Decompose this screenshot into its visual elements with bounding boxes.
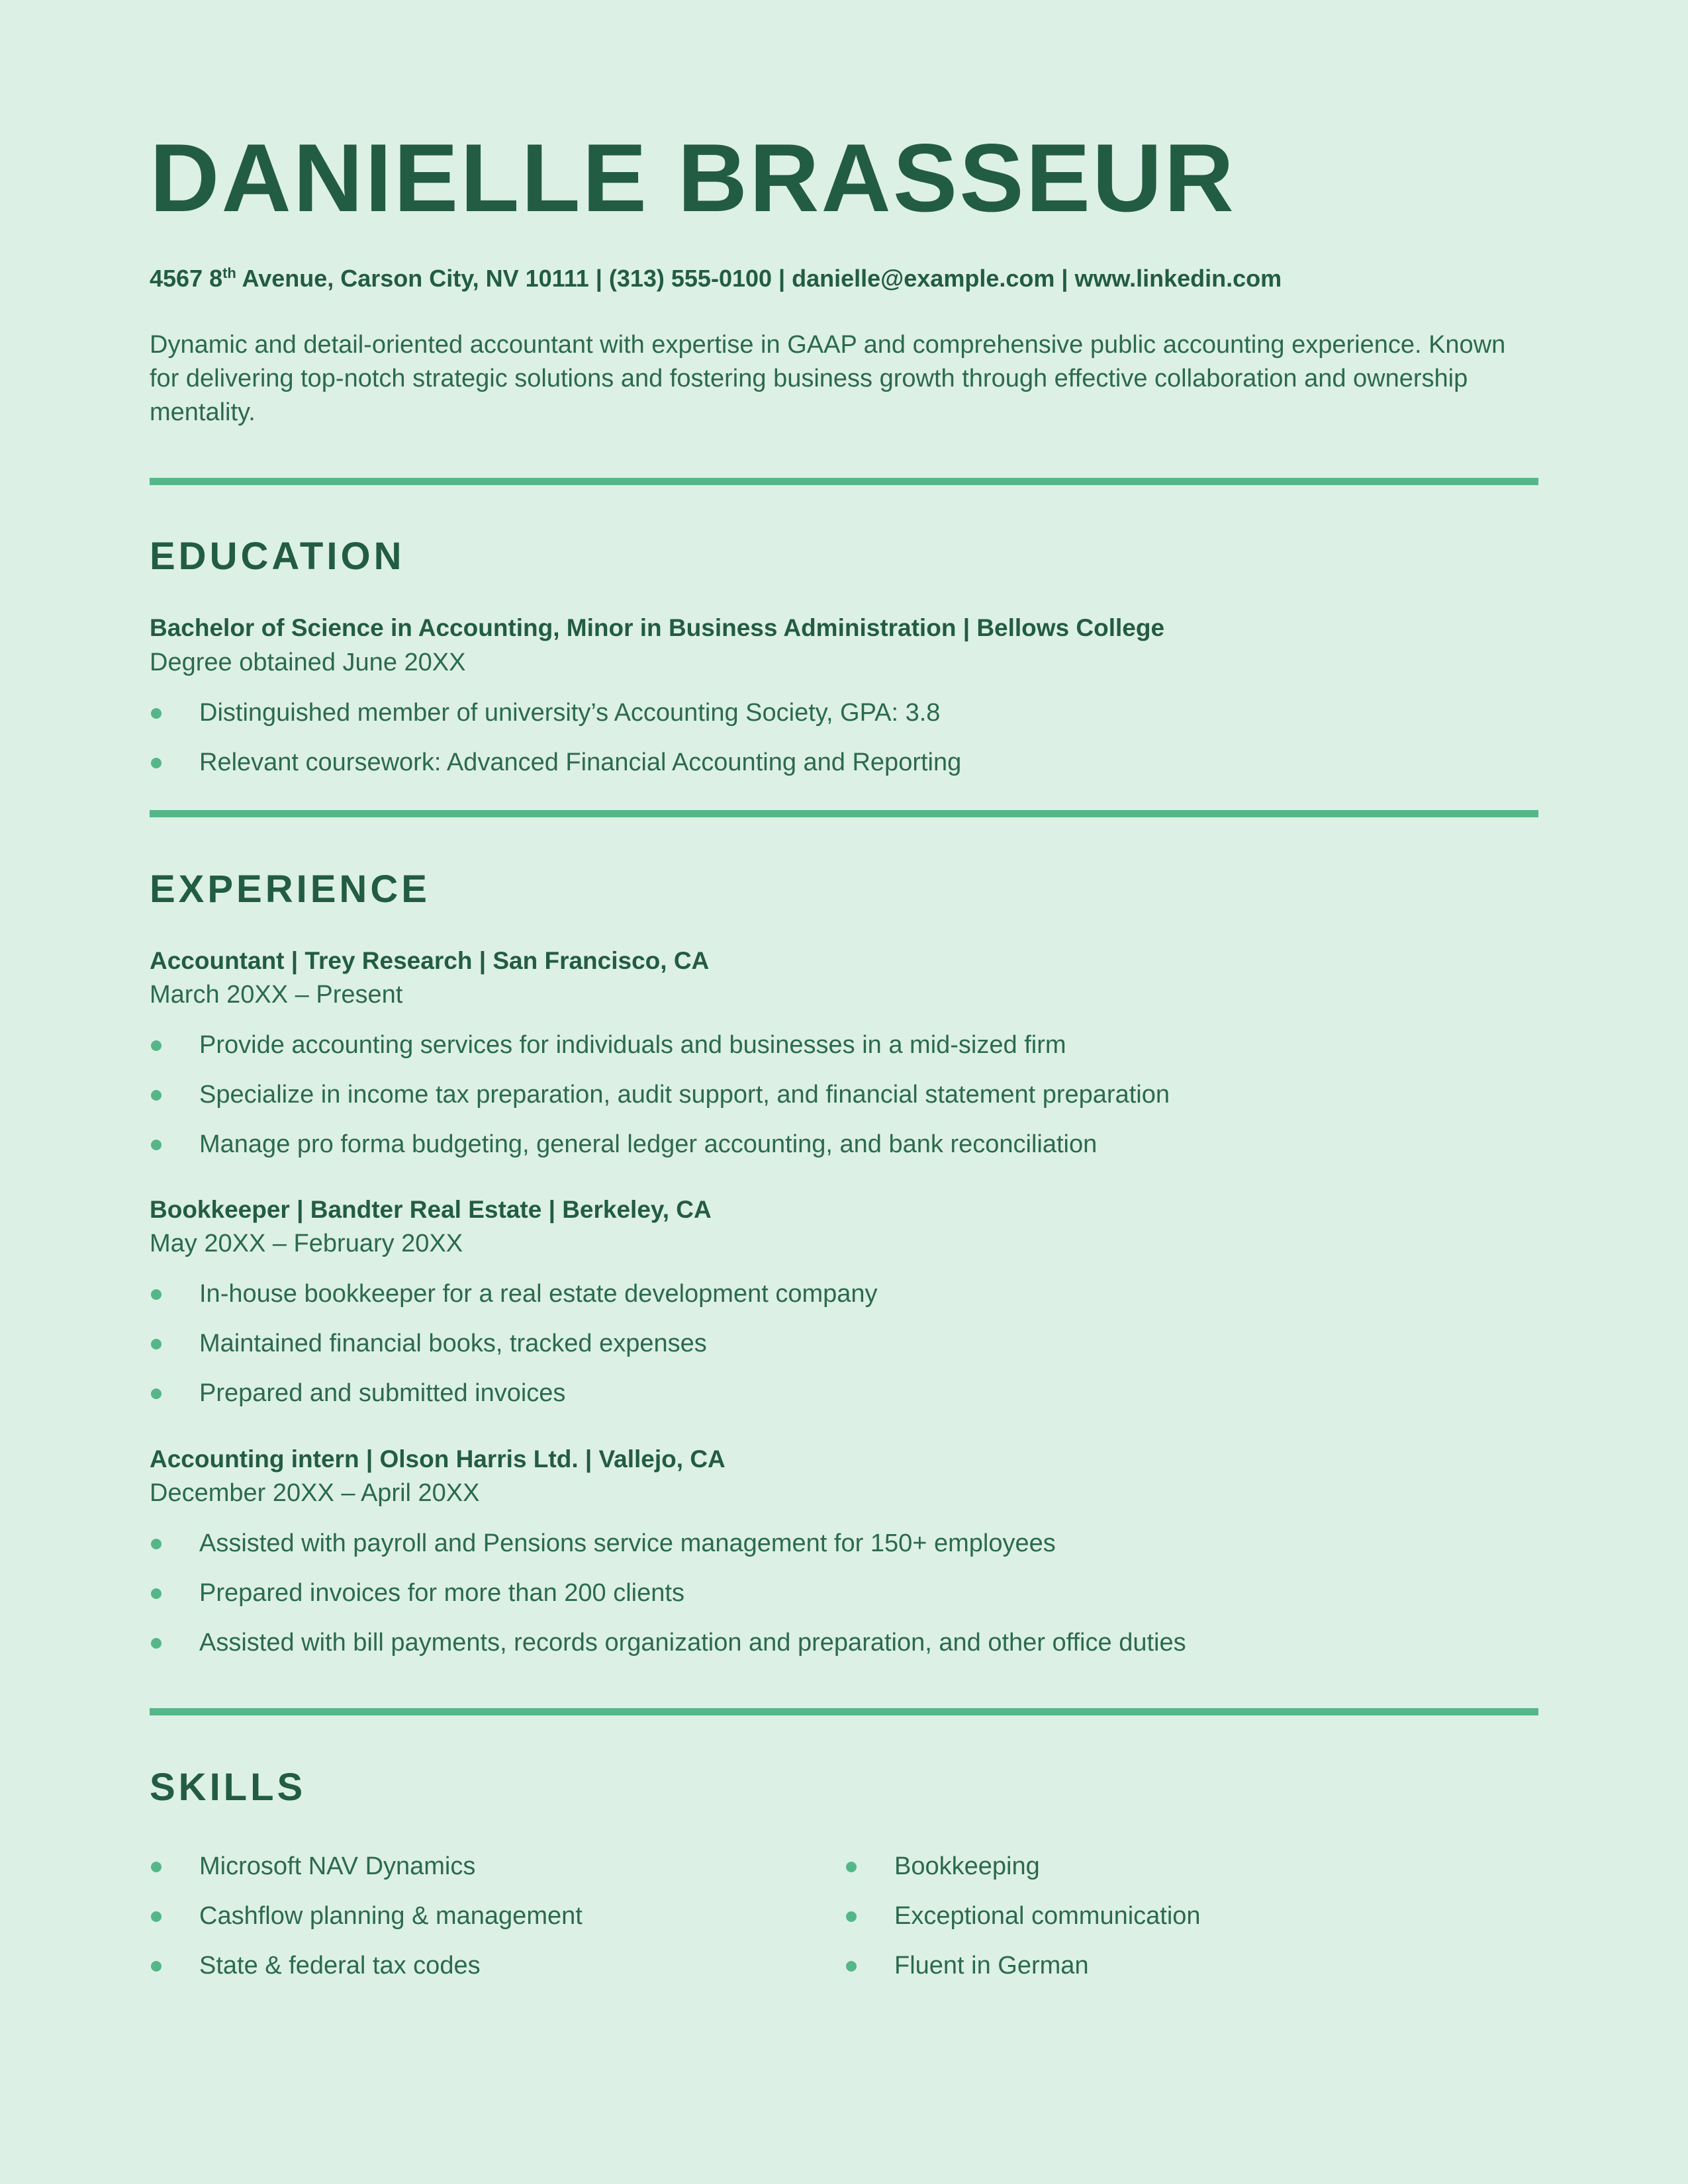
bullet-icon	[151, 1040, 162, 1051]
bullet-text: Distinguished member of university’s Accounting Society, GPA: 3.8	[199, 699, 941, 727]
skill-text: Microsoft NAV Dynamics	[199, 1852, 476, 1880]
list-item	[150, 1120, 1170, 1169]
list-item	[150, 1618, 1186, 1668]
list-item	[150, 1519, 1186, 1569]
bullet-icon	[151, 1911, 162, 1922]
candidate-name: DANIELLE BRASSEUR	[150, 124, 1236, 232]
bullet-icon	[151, 1588, 162, 1599]
skill-text: Cashflow planning & management	[199, 1902, 583, 1930]
list-item	[150, 738, 961, 788]
skills-heading: SKILLS	[150, 1766, 306, 1809]
skill-text: State & federal tax codes	[199, 1952, 481, 1979]
contact-address-prefix: 4567 8	[150, 265, 223, 292]
section-divider	[150, 810, 1538, 817]
list-item	[150, 1891, 583, 1941]
list-item	[150, 688, 961, 738]
bullet-text: Assisted with bill payments, records organization and preparation, and other office duties	[199, 1629, 1186, 1657]
skill-text: Bookkeeping	[894, 1852, 1040, 1880]
education-heading: EDUCATION	[150, 535, 405, 578]
list-item	[150, 1569, 1186, 1618]
bullet-icon	[151, 1289, 162, 1300]
skill-text: Exceptional communication	[894, 1902, 1201, 1930]
bullet-icon	[151, 1539, 162, 1549]
bullet-text: Manage pro forma budgeting, general ledger accounting, and bank reconciliation	[199, 1130, 1098, 1158]
list-item	[150, 1070, 1170, 1120]
bullet-icon	[151, 1339, 162, 1349]
bullet-text: Prepared and submitted invoices	[199, 1379, 566, 1407]
experience-heading: EXPERIENCE	[150, 868, 430, 911]
bullet-icon	[151, 758, 162, 768]
job-date-accountant: March 20XX – Present	[150, 981, 403, 1009]
job-date-bookkeeper: May 20XX – February 20XX	[150, 1230, 463, 1257]
list-item	[845, 1891, 1201, 1941]
bullet-icon	[151, 1090, 162, 1101]
bullet-icon	[151, 708, 162, 719]
bullet-text: Relevant coursework: Advanced Financial Accounting and Reporting	[199, 749, 962, 776]
list-item	[150, 1021, 1170, 1070]
bullet-icon	[846, 1911, 857, 1922]
section-divider	[150, 1708, 1538, 1715]
bullet-icon	[151, 1961, 162, 1972]
bullet-icon	[846, 1961, 857, 1972]
job-title-accountant: Accountant | Trey Research | San Francisco, CA	[150, 947, 710, 974]
skills-list-left	[150, 1842, 583, 1991]
skills-list-right	[845, 1842, 1201, 1991]
bullet-icon	[151, 1388, 162, 1399]
bullet-text: Specialize in income tax preparation, audit support, and financial statement preparation	[199, 1081, 1170, 1109]
job-bullets-intern	[150, 1519, 1186, 1668]
skill-text: Fluent in German	[894, 1952, 1089, 1979]
education-degree: Bachelor of Science in Accounting, Minor in Business Administration | Bellows College	[150, 614, 1165, 641]
job-bullets-accountant	[150, 1021, 1170, 1169]
job-date-intern: December 20XX – April 20XX	[150, 1479, 480, 1507]
job-title-intern: Accounting intern | Olson Harris Ltd. | Vallejo, CA	[150, 1445, 726, 1473]
section-divider	[150, 478, 1538, 485]
bullet-text: Prepared invoices for more than 200 clients	[199, 1579, 684, 1607]
list-item	[150, 1269, 878, 1319]
education-date: Degree obtained June 20XX	[150, 649, 466, 676]
job-title-bookkeeper: Bookkeeper | Bandter Real Estate | Berkeley, CA	[150, 1196, 712, 1223]
contact-details: Avenue, Carson City, NV 10111 | (313) 555-0100 | danielle@example.com | www.linkedin.com	[236, 265, 1282, 292]
bullet-text: Maintained financial books, tracked expenses	[199, 1330, 707, 1357]
contact-line	[150, 265, 1282, 293]
education-bullets	[150, 688, 961, 788]
list-item	[150, 1319, 878, 1369]
list-item	[150, 1941, 583, 1991]
contact-address-superscript: th	[222, 265, 236, 281]
list-item	[150, 1369, 878, 1418]
bullet-text: Provide accounting services for individuals and businesses in a mid-sized firm	[199, 1031, 1066, 1059]
list-item	[845, 1842, 1201, 1891]
bullet-icon	[151, 1638, 162, 1649]
list-item	[150, 1842, 583, 1891]
bullet-icon	[151, 1140, 162, 1150]
list-item	[845, 1941, 1201, 1991]
bullet-icon	[846, 1862, 857, 1872]
bullet-text: In-house bookkeeper for a real estate development company	[199, 1280, 878, 1308]
bullet-text: Assisted with payroll and Pensions service management for 150+ employees	[199, 1529, 1056, 1557]
job-bullets-bookkeeper	[150, 1269, 878, 1418]
bullet-icon	[151, 1862, 162, 1872]
professional-summary: Dynamic and detail-oriented accountant with expertise in GAAP and comprehensive public accounting experience. Known for delivering top-notch strategic solutions and fostering business growth through effective collaboration and ownership mentality.	[150, 331, 1506, 426]
